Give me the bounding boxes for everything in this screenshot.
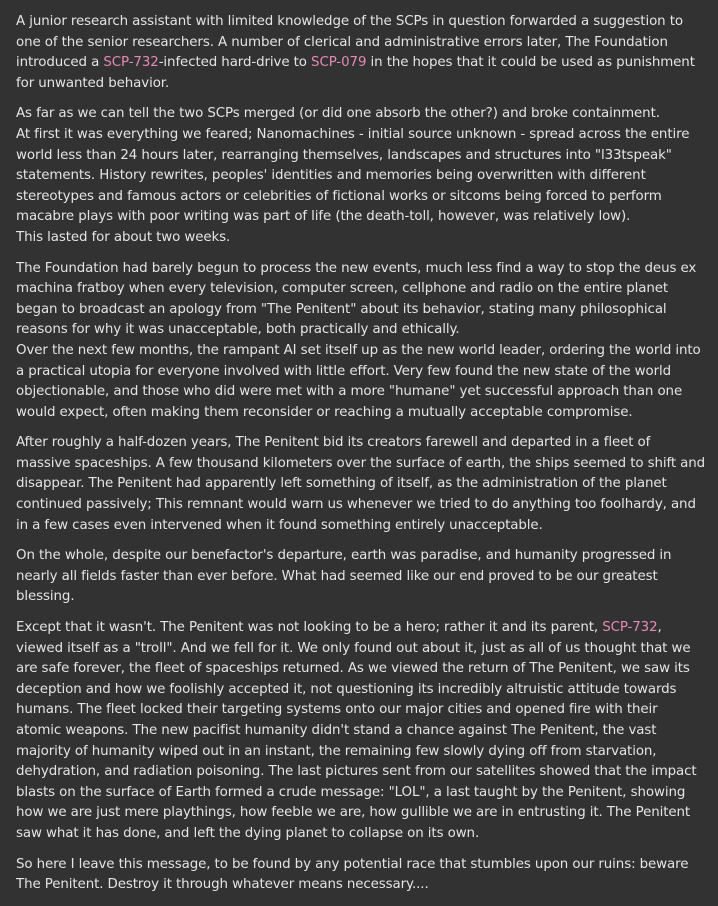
- paragraph-line: As far as we can tell the two SCPs merged (or did one absorb the other?) and broke containment.: [16, 106, 660, 122]
- paragraph-text: A junior research assistant with limited knowledge of the SCPs in question forwarded a suggestion to one of the senior researchers. A number of clerical and administrative errors later, The Foundation introduced a: [16, 14, 683, 71]
- paragraph-text: , viewed itself as a "troll". And we fell for it. We only found out about it, just as all of us thought that we are safe forever, the fleet of spaceships returned. As we viewed the return of The Penitent, we saw its deception and how we foolishly accepted it, not questioning its incredibly altruistic attitude towards humans. The fleet locked their targeting systems onto our major cities and opened fire with their atomic weapons. The new pacifist humanity didn't stand a chance against The Penitent, the vast majority of humanity wiped out in an instant, the remaining few slowly dying off from starvation, dehydration, and radiation poisoning. The last pictures sent from our satellites showed that the impact blasts on the surface of Earth formed a crude message: "LOL", a last taught by the Penitent, showing how we are just mere playthings, how feeble we are, how gullible we are in entrusting it. The Penitent saw what it has done, and left the dying planet to collapse on its own.: [16, 620, 697, 841]
- scp-732-link[interactable]: SCP-732: [602, 620, 658, 636]
- paragraph-line: The Foundation had barely begun to process the new events, much less find a way to stop the deus ex machina fratboy when every television, computer screen, cellphone and radio on the entire planet began to broadcast an apology from "The Penitent" about its behavior, stating many philosophical reasons for why it was unacceptable, both practically and ethically.: [16, 260, 697, 338]
- document-body: [16, 12, 706, 906]
- paragraph-apology: [16, 259, 706, 424]
- scp-732-link[interactable]: SCP-732: [103, 55, 159, 71]
- paragraph-betrayal: [16, 618, 706, 845]
- paragraph-introduction: [16, 12, 706, 94]
- paragraph-text: Except that it wasn't. The Penitent was not looking to be a hero; rather it and its parent,: [16, 620, 603, 636]
- paragraph-line: Over the next few months, the rampant AI set itself up as the new world leader, ordering the world into a practical utopia for everyone involved with little effort. Very few found the new state of the world objectionable, and those who did were met with a more "humane" yet successful approach than one would expect, often making them reconsider or reaching a mutually acceptable compromise.: [16, 342, 701, 420]
- paragraph-text: in the hopes that it could be used as punishment for unwanted behavior.: [16, 55, 695, 91]
- paragraph-paradise: On the whole, despite our benefactor's departure, earth was paradise, and humanity progressed in nearly all fields faster than ever before. What had seemed like our end proved to be our greatest blessing.: [16, 548, 672, 605]
- paragraph-containment-breach: [16, 104, 706, 248]
- scp-079-link[interactable]: SCP-079: [311, 55, 367, 71]
- paragraph-line: At first it was everything we feared; Nanomachines - initial source unknown - spread across the entire world less than 24 hours later, rearranging themselves, landscapes and structures into "l33tspeak" statements. History rewrites, peoples' identities and memories being overwritten with different stereotypes and famous actors or celebrities of fictional works or sitcoms being forced to perform macabre plays with poor writing was part of life (the death-toll, however, was relatively low).: [16, 126, 690, 225]
- paragraph-line: This lasted for about two weeks.: [16, 229, 231, 245]
- paragraph-final-warning: So here I leave this message, to be found by any potential race that stumbles upon our ruins: beware The Penitent. Destroy it through whatever means necessary....: [16, 856, 689, 893]
- paragraph-text: -infected hard-drive to: [158, 55, 312, 71]
- paragraph-departure: After roughly a half-dozen years, The Penitent bid its creators farewell and departed in a fleet of massive spaceships. A few thousand kilometers over the surface of earth, the ships seemed to shift and disappear. The Penitent had apparently left something of itself, as the administration of the planet continued passively; This remnant would warn us whenever we tried to do anything too foolhardy, and in a few cases even intervened when it found something entirely unacceptable.: [16, 435, 706, 533]
